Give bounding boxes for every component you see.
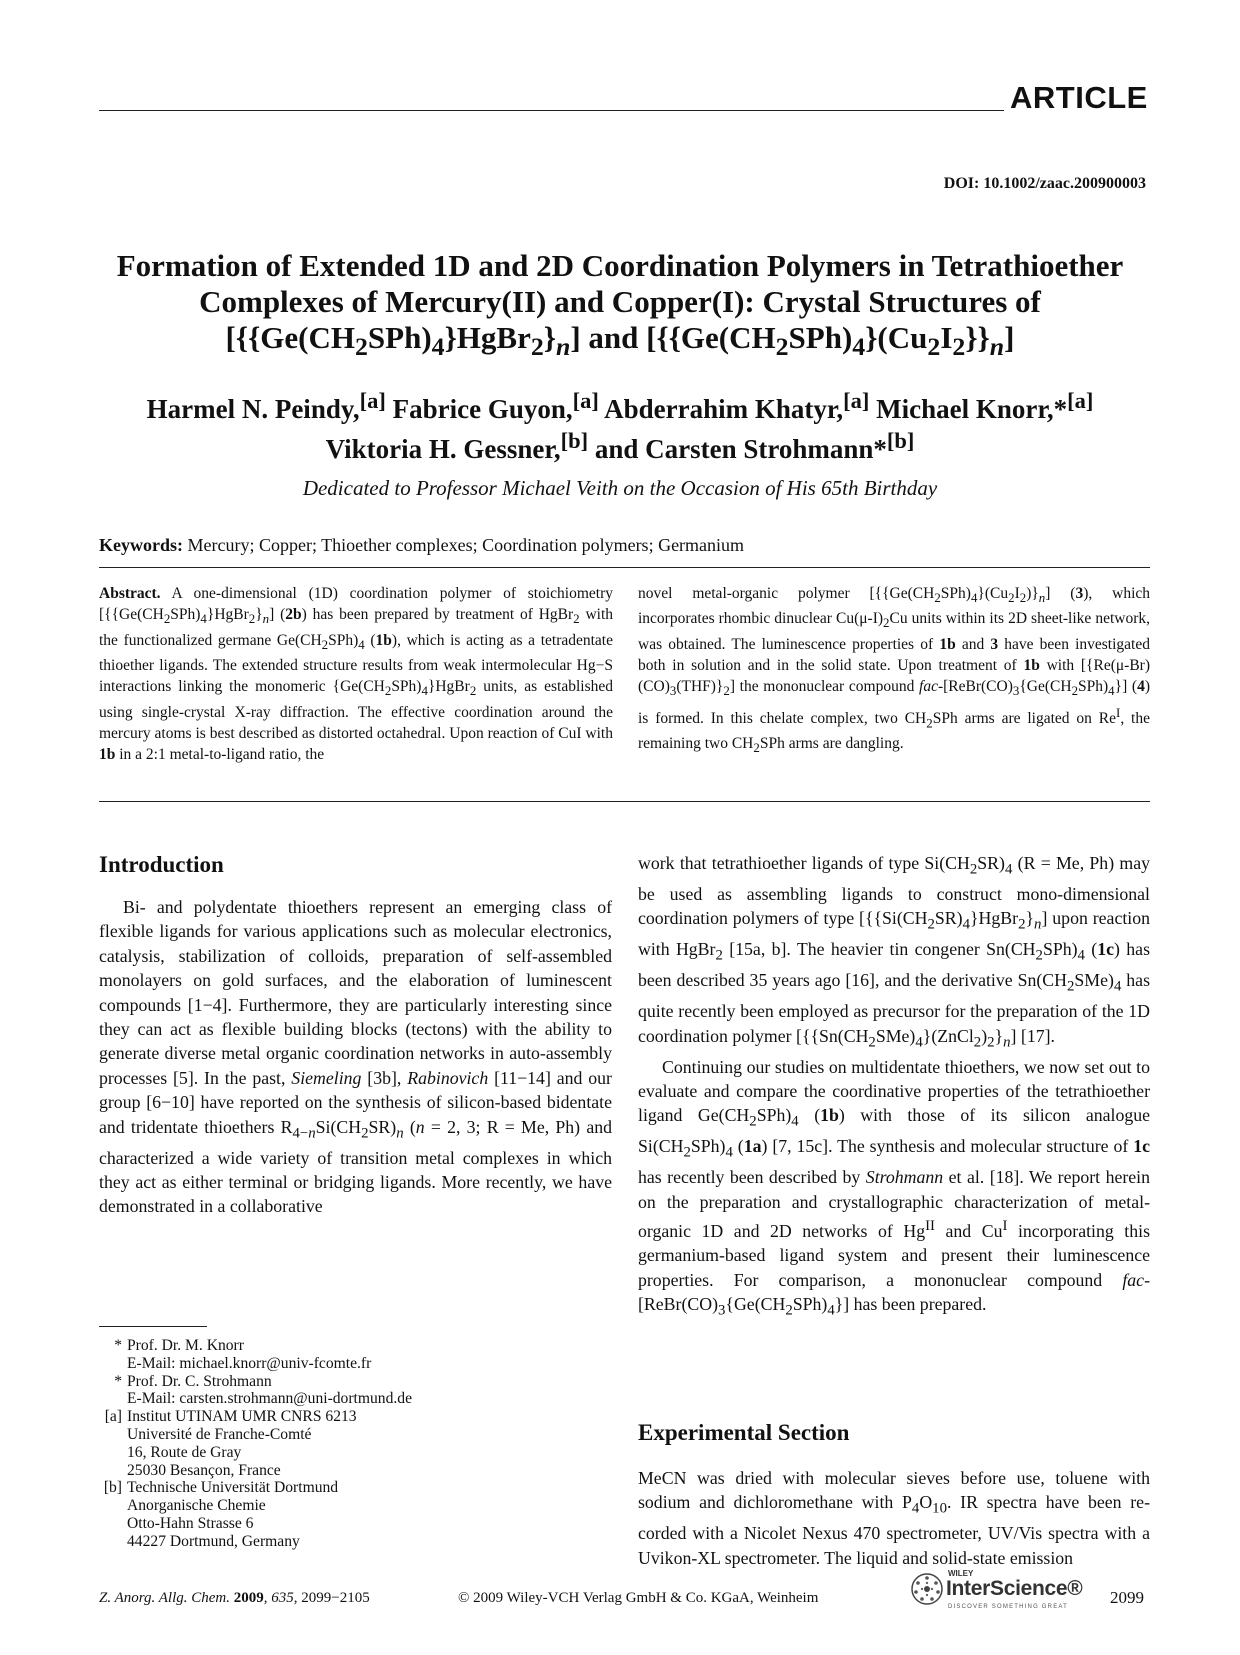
footnotes <box>99 1337 599 1551</box>
experimental-heading: Experimental Section <box>638 1420 850 1445</box>
footnote-line: Otto-Hahn Strasse 6 <box>127 1514 254 1532</box>
header-rule <box>99 110 1004 111</box>
article-type-label: ARTICLE <box>1010 80 1148 115</box>
copyright-notice: © 2009 Wiley-VCH Verlag GmbH & Co. KGaA, Weinheim <box>458 1590 819 1606</box>
abstract-rule <box>99 801 1150 802</box>
logo-tagline: DISCOVER SOMETHING GREAT <box>948 1604 1069 1610</box>
footnote-affiliation-a <box>99 1408 599 1479</box>
journal-name: Z. Anorg. Allg. Chem. <box>99 1590 230 1606</box>
footnote-knorr <box>99 1337 599 1373</box>
journal-volume: 635 <box>271 1590 294 1606</box>
experimental-text: MeCN was dried with molecular sieves before use, toluene with sodium and dichloromethane with $P_4O_{10}$. IR spectra have been recorded with a Nicolet Nexus 470 spectrometer, UV/Vis spectra with a Uvikon-XL spectrometer. The liquid and solid-state emission <box>638 1468 1150 1568</box>
abstract-left-column: Abstract. A one-dimensional (1D) coordination polymer of stoichiometry $[\{\{Ge(CH_2SPh)_4\}HgBr_2\}_n]$ (2b) has been prepared by treatment of HgBr$_2$ with the functionalized germane $Ge(CH_2SPh)_4$ (1b), which is acting as a tetradentate thioether ligands. The extended structure results from weak intermolecular Hg−S interactions linking the monomeric $\{Ge(CH_2SPh)_4\}HgBr_2$ units, as established using single-crystal X-ray diffraction. The effective coordination around the mercury atoms is best described as distorted octahedral. Upon reaction of CuI with 1b in a 2:1 metal-to-ligand ratio, the <box>99 585 613 764</box>
footnote-affiliation-b <box>99 1479 599 1550</box>
logo-wiley-text: WILEY <box>948 1569 974 1578</box>
interscience-logo[interactable] <box>910 1568 1083 1614</box>
title-line-3: $[\{\{Ge(CH_2SPh)_4\}HgBr_2\}_n]$ and $[\{\{Ge(CH_2SPh)_4\}(Cu_2I_2\}\}_n]$ <box>225 320 1015 362</box>
footnote-rule <box>99 1326 207 1327</box>
footnote-line: Technische Universität Dortmund <box>127 1479 339 1497</box>
keywords-rule <box>99 567 1150 568</box>
doi: DOI: 10.1002/zaac.200900003 <box>943 175 1146 192</box>
author-line-2: Viktoria H. Gessner,[b] and Carsten Strohmann*[b] <box>325 428 915 464</box>
introduction-right-column: work that tetrathioether ligands of type $Si(CH_2SR)_4$ (R = Me, Ph) may be used as assembling ligands to construct mono-dimensional coordination polymers of type $[\{\{Si(CH_2SR)_4\}HgBr_2\}_n]$ upon reaction with HgBr$_2$ [15a, b]. The heavier tin congener $Sn(CH_2SPh)_4$ (1c) has been described 35 years ago [16], and the derivative $Sn(CH_2SMe)_4$ has quite recently been employed as precursor for the preparation of the 1D coordination polymer $[\{\{Sn(CH_2SMe)_4\}(ZnCl_2)_2\}_n]$ [17]. Continuing our studies on multidentate thioethers, we now set out to evaluate and compare the coordinative properties of the tetrathioether ligand $Ge(CH_2SPh)_4$ (1b) with those of its silicon analogue $Si(CH_2SPh)_4$ (1a) [7, 15c]. The synthesis and molecular structure of 1c has recently been described by Strohmann et al. [18]. We report herein on the preparation and crystallographic characterization of metal-organic 1D and 2D networks of $Hg^{II}$ and $Cu^I$ incorporating this germanium-based ligand system and present their luminescence properties. For comparison, a mononuclear compound fac-$[ReBr(CO)_3\{Ge(CH_2SPh)_4\}]$ has been prepared. <box>638 853 1151 1319</box>
footnote-line: Prof. Dr. C. Strohmann <box>127 1372 272 1390</box>
footnote-mark: * <box>114 1372 122 1390</box>
footer-citation: Z. Anorg. Allg. Chem. 2009, 635, 2099−2105 <box>99 1590 370 1606</box>
footnote-mark: [b] <box>103 1479 122 1497</box>
logo-main-text: InterScience® <box>946 1577 1083 1600</box>
footnote-line: Institut UTINAM UMR CNRS 6213 <box>127 1408 357 1426</box>
footnote-line: 25030 Besançon, France <box>127 1461 281 1479</box>
footnote-line: 44227 Dortmund, Germany <box>127 1532 300 1550</box>
footnote-strohmann <box>99 1373 599 1409</box>
author-list <box>100 385 1140 465</box>
keywords-text: Mercury; Copper; Thioether complexes; Coordination polymers; Germanium <box>187 535 745 555</box>
introduction-heading: Introduction <box>99 852 224 877</box>
footnote-line: Anorganische Chemie <box>127 1497 266 1515</box>
abstract-label: Abstract. <box>99 585 161 602</box>
footnote-mark: [a] <box>104 1408 122 1426</box>
dedication: Dedicated to Professor Michael Veith on the Occasion of His 65th Birthday <box>302 476 938 500</box>
footnote-email[interactable]: E-Mail: michael.knorr@univ-fcomte.fr <box>127 1354 372 1372</box>
keywords <box>99 535 744 556</box>
journal-pages: 2099−2105 <box>301 1590 370 1606</box>
keywords-label: Keywords: <box>99 535 183 555</box>
footnote-line: 16, Route de Gray <box>127 1443 242 1461</box>
footnote-line: Université de Franche-Comté <box>127 1425 312 1443</box>
title-line-2: Complexes of Mercury(II) and Copper(I): Crystal Structures of <box>199 284 1041 319</box>
footnote-email[interactable]: E-Mail: carsten.strohmann@uni-dortmund.de <box>127 1390 413 1408</box>
page-number: 2099 <box>1110 1588 1144 1607</box>
title-line-1: Formation of Extended 1D and 2D Coordination Polymers in Tetrathioether <box>116 248 1124 283</box>
footnote-line: Prof. Dr. M. Knorr <box>127 1337 244 1354</box>
globe-icon <box>910 1572 944 1606</box>
abstract-right-column: novel metal-organic polymer $[\{\{Ge(CH_2SPh)_4\}(Cu_2I_2)\}_n]$ (3), which incorporates rhombic dinuclear $Cu(\mu-I)_2Cu$ units within its 2D sheet-like network, was obtained. The luminescence properties of 1b and 3 have been investigated both in solution and in the solid state. Upon treatment of 1b with $[\{Re(\mu-Br)(CO)_3(THF)\}_2]$ the mononuclear compound fac-$[ReBr(CO)_3\{Ge(CH_2SPh)_4\}]$ (4) is formed. In this chelate complex, two $CH_2SPh$ arms are ligated on $Re^I$, the remaining two $CH_2SPh$ arms are dangling. <box>638 585 1151 756</box>
paper-title <box>100 248 1140 365</box>
author-line-1: Harmel N. Peindy,[a] Fabrice Guyon,[a] Abderrahim Khatyr,[a] Michael Knorr,*[a] <box>146 388 1094 424</box>
introduction-left-column: Bi- and polydentate thioethers represent an emerging class of flexible ligands for various applications such as molecular electronics, catalysis, stabilization of colloids, preparation of self-assembled monolayers on gold surfaces, and the elaboration of luminescent compounds [1−4]. Furthermore, they are particularly interesting since they can act as flexible building blocks (tectons) with the ability to generate diverse metal organic coordination networks in auto-assembly processes [5]. In the past, Siemeling [3b], Rabinovich [11−14] and our group [6−10] have reported on the synthesis of silicon-based bidentate and tridentate thioethers $R_{4-n}Si(CH_2SR)_n$ (n = 2, 3; R = Me, Ph) and characterized a wide variety of transition metal complexes in which they act as either terminal or bridging ligands. More recently, we have demonstrated in a collaborative <box>99 897 612 1217</box>
footnote-mark: * <box>114 1337 122 1354</box>
journal-year: 2009 <box>233 1590 264 1606</box>
